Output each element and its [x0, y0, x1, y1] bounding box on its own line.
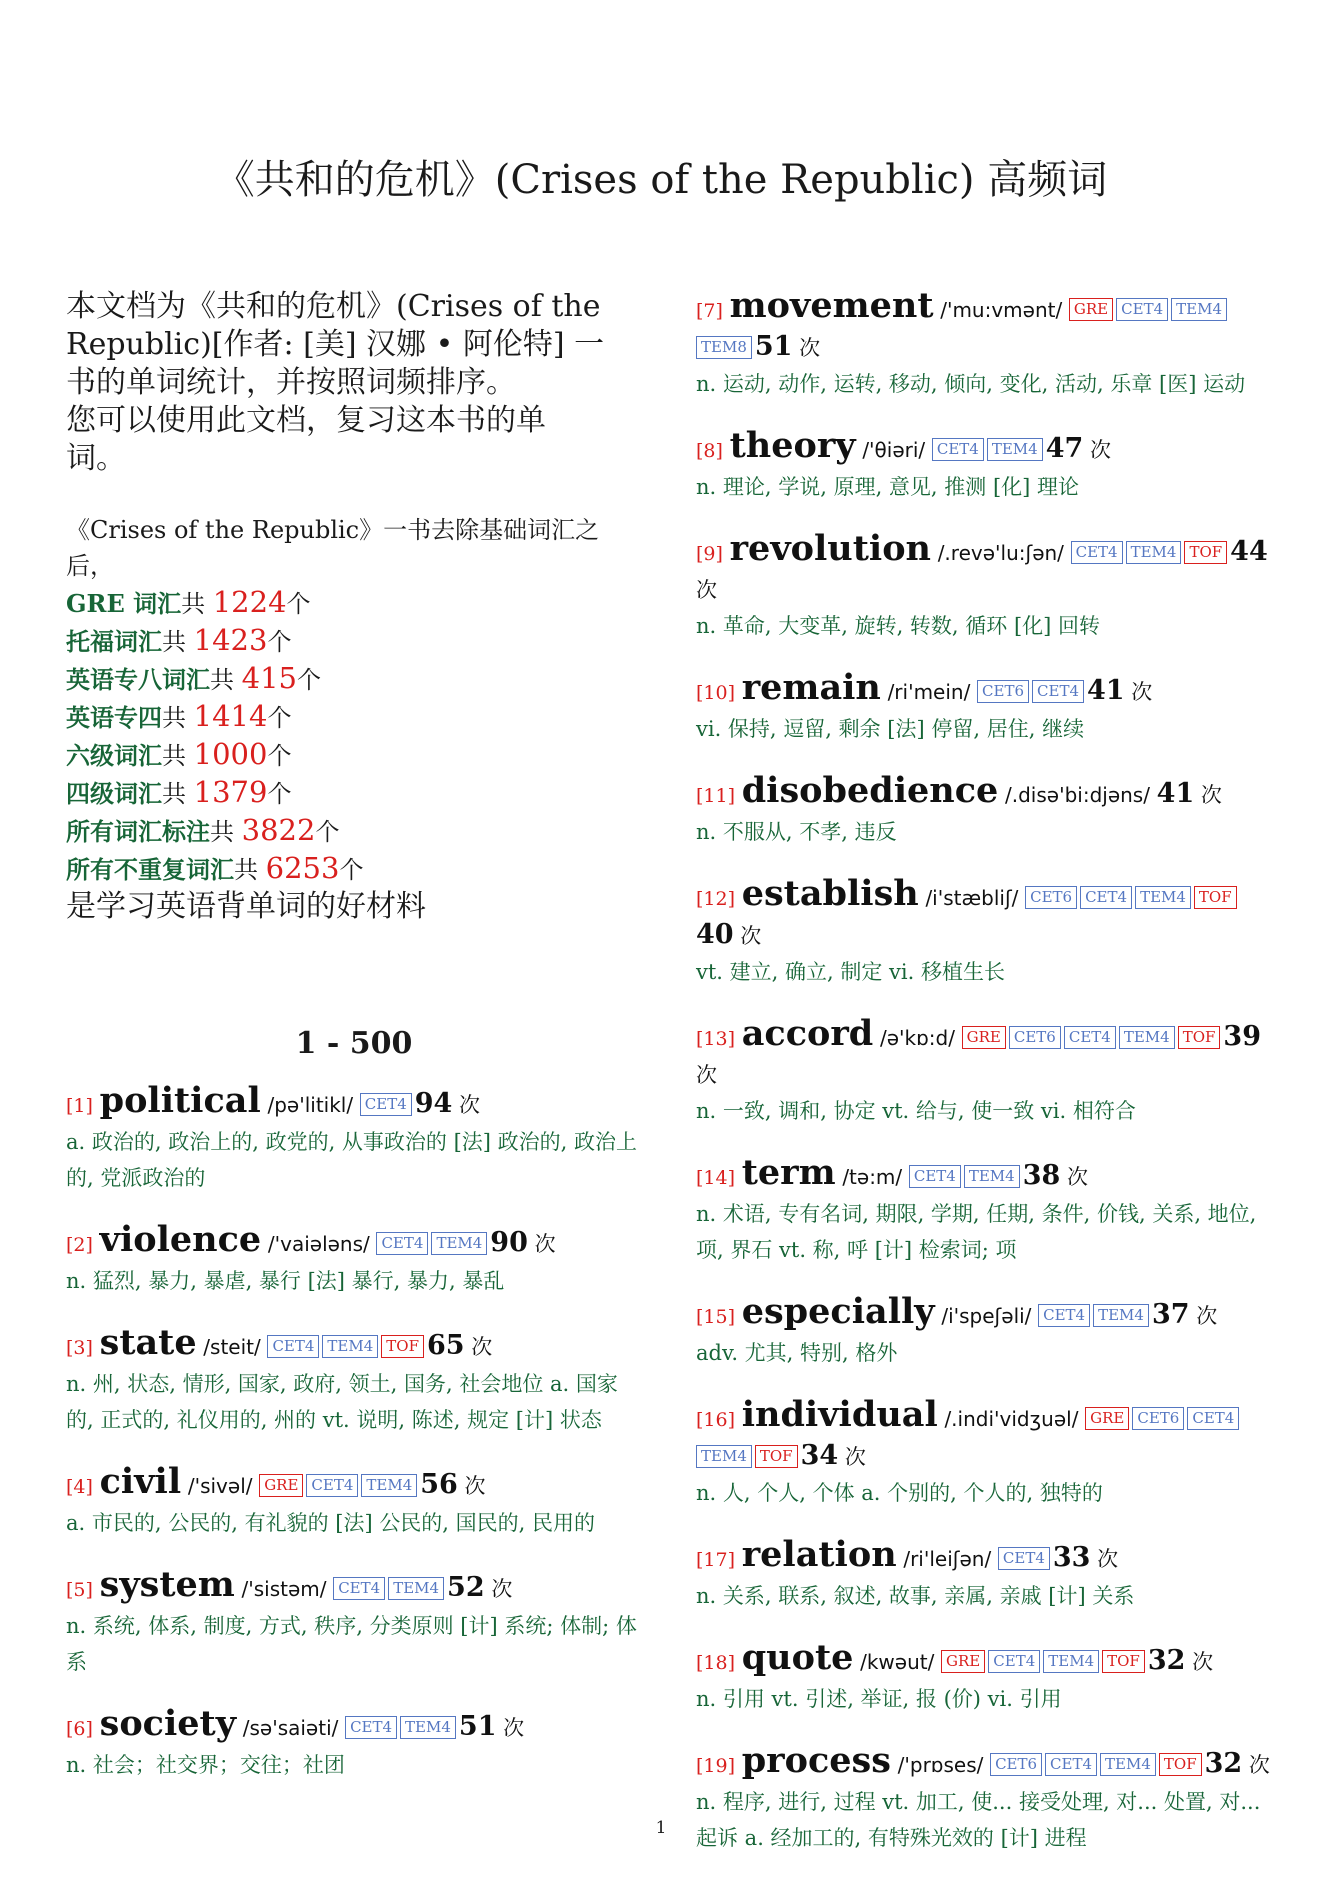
entry-word: society: [99, 1703, 237, 1744]
intro-line: 书的单词统计，并按照词频排序。: [66, 365, 516, 400]
exam-tag: GRE: [1069, 298, 1113, 321]
entry-index: [4]: [66, 1476, 93, 1498]
exam-tag: TEM4: [1043, 1650, 1099, 1673]
exam-tag: CET4: [988, 1650, 1040, 1673]
entry-phonetic: /ri'leiʃən/: [903, 1547, 992, 1571]
entry-phonetic: /i'speʃəli/: [941, 1304, 1032, 1328]
entry-headline: [696, 873, 1276, 954]
entry-headline: [696, 1637, 1276, 1681]
stat-tem8: [66, 660, 642, 698]
entry-index: [3]: [66, 1337, 93, 1359]
entry-times: 次: [844, 1445, 866, 1469]
exam-tag: TEM4: [388, 1577, 444, 1600]
exam-tag: CET6: [977, 680, 1029, 703]
exam-tag: CET4: [998, 1547, 1050, 1570]
entry-definition: vi. 保持, 逗留, 剩余 [法] 停留, 居住, 继续: [696, 717, 1085, 741]
exam-tag: CET4: [345, 1716, 397, 1739]
stat-label: 四级词汇: [66, 779, 162, 808]
intro-line: 词。: [66, 441, 126, 476]
stat-gre: [66, 584, 642, 622]
entry-count: 94: [414, 1088, 453, 1119]
entry-count: 51: [754, 331, 793, 362]
entry-headline: [66, 1461, 642, 1505]
exam-tag: GRE: [1085, 1407, 1129, 1430]
entry-headline: [696, 528, 1276, 608]
entry-index: [10]: [696, 682, 736, 704]
stat-count: 1224: [212, 585, 287, 619]
word-entry: [66, 1322, 642, 1438]
word-entry: [66, 1461, 642, 1541]
entry-times: 次: [740, 924, 762, 948]
entry-word: especially: [741, 1291, 935, 1332]
exam-tag: TOF: [755, 1445, 798, 1468]
entry-index: [1]: [66, 1095, 93, 1117]
entry-headline: [696, 1291, 1276, 1335]
exam-tag: TEM4: [400, 1716, 456, 1739]
entry-headline: [66, 1322, 642, 1366]
exam-tag: CET4: [909, 1165, 961, 1188]
entry-count: 56: [420, 1469, 458, 1500]
exam-tag: CET4: [333, 1577, 385, 1600]
entry-phonetic: /'θiəri/: [862, 438, 926, 462]
stat-count: 415: [241, 661, 297, 695]
entry-count: 51: [458, 1711, 497, 1742]
word-entry: [66, 1564, 642, 1680]
exam-tag: GRE: [941, 1650, 985, 1673]
word-entry: [696, 667, 1276, 747]
entry-word: remain: [741, 667, 881, 708]
entry-count: 41: [1087, 675, 1125, 706]
entry-index: [19]: [696, 1755, 736, 1777]
exam-tag: TEM4: [1100, 1753, 1156, 1776]
intro-paragraph: [66, 288, 642, 478]
entry-index: [9]: [696, 543, 723, 565]
entry-headline: [696, 1394, 1276, 1475]
entry-index: [18]: [696, 1652, 736, 1674]
stat-label: 英语专四: [66, 703, 162, 732]
stat-count: 1379: [193, 775, 268, 809]
entry-definition: n. 理论, 学说, 原理, 意见, 推测 [化] 理论: [696, 475, 1080, 499]
entry-word: process: [741, 1740, 891, 1781]
entry-headline: [66, 1219, 642, 1263]
exam-tag: CET6: [990, 1753, 1042, 1776]
exam-tag: TEM4: [431, 1232, 487, 1255]
entries-right: [696, 285, 1276, 1856]
entry-definition: n. 关系, 联系, 叙述, 故事, 亲属, 亲戚 [计] 关系: [696, 1584, 1135, 1608]
entry-index: [7]: [696, 300, 723, 322]
exam-tag: CET4: [267, 1335, 319, 1358]
entry-index: [16]: [696, 1409, 736, 1431]
entry-index: [6]: [66, 1718, 93, 1740]
exam-tag: TOF: [1184, 541, 1227, 564]
stat-unit: 个: [267, 628, 292, 656]
entry-index: [12]: [696, 888, 736, 910]
entry-count: 37: [1151, 1299, 1190, 1330]
entry-headline: [696, 1013, 1276, 1093]
entry-phonetic: /sə'saiəti/: [242, 1716, 339, 1740]
entry-times: 次: [1089, 438, 1111, 462]
exam-tag: CET4: [1080, 886, 1132, 909]
entry-headline: [696, 1740, 1276, 1784]
entry-count: 32: [1204, 1748, 1243, 1779]
stat-all-unique: [66, 850, 642, 888]
entry-headline: [66, 1080, 642, 1124]
exam-tag: GRE: [259, 1474, 303, 1497]
stat-mid: 共: [234, 856, 258, 884]
entry-headline: [696, 1534, 1276, 1578]
exam-tag: CET4: [360, 1093, 412, 1116]
exam-tag: TEM4: [1171, 298, 1227, 321]
entry-times: 次: [696, 1063, 717, 1087]
entry-definition: n. 猛烈, 暴力, 暴虐, 暴行 [法] 暴行, 暴力, 暴乱: [66, 1269, 505, 1293]
stat-unit: 个: [339, 856, 364, 884]
closing-text: 是学习英语背单词的好材料: [66, 889, 426, 924]
stat-label: 托福词汇: [66, 627, 162, 656]
exam-tag: TEM4: [361, 1474, 417, 1497]
entry-headline: [66, 1564, 642, 1608]
entry-word: theory: [729, 425, 856, 466]
entry-word: disobedience: [741, 770, 999, 811]
word-entry: [66, 1703, 642, 1783]
exam-tag: CET6: [1025, 886, 1077, 909]
entry-index: [15]: [696, 1306, 736, 1328]
entry-word: political: [99, 1080, 261, 1121]
entry-phonetic: /.revə'lu:ʃən/: [937, 541, 1064, 565]
entry-phonetic: /.disə'bi:djəns/: [1005, 783, 1150, 807]
entry-times: 次: [1196, 1304, 1218, 1328]
word-entry: [696, 1291, 1276, 1371]
entry-index: [13]: [696, 1028, 736, 1050]
entry-word: accord: [741, 1013, 874, 1054]
stat-label: 所有不重复词汇: [66, 855, 234, 884]
entry-times: 次: [1131, 680, 1153, 704]
entry-count: 33: [1052, 1542, 1091, 1573]
entry-times: 次: [534, 1232, 556, 1256]
entry-times: 次: [1192, 1650, 1214, 1674]
entry-word: system: [99, 1564, 235, 1605]
exam-tag: TEM4: [987, 438, 1043, 461]
word-entry: [696, 285, 1276, 402]
stat-count: 6253: [265, 851, 340, 885]
summary-line: 《Crises of the Republic》一书去除基础词汇之: [66, 516, 600, 544]
stat-count: 1423: [193, 623, 268, 657]
word-entry: [66, 1219, 642, 1299]
stat-toefl: [66, 622, 642, 660]
exam-tag: TEM4: [1093, 1304, 1149, 1327]
exam-tag: TOF: [1102, 1650, 1145, 1673]
entry-headline: [66, 1703, 642, 1747]
stat-mid: 共: [162, 704, 186, 732]
entry-times: 次: [503, 1716, 525, 1740]
stat-cet6: [66, 736, 642, 774]
stat-count: 1000: [193, 737, 268, 771]
word-entry: [66, 1080, 642, 1196]
word-entry: [696, 1534, 1276, 1614]
page-number: 1: [655, 1818, 667, 1838]
exam-tag: TEM4: [1126, 541, 1182, 564]
stat-tem4: [66, 698, 642, 736]
word-entry: [696, 528, 1276, 644]
entry-definition: vt. 建立, 确立, 制定 vi. 移植生长: [696, 960, 1005, 984]
intro-line: 您可以使用此文档，复习这本书的单: [66, 403, 546, 438]
stat-mid: 共: [210, 666, 234, 694]
exam-tag: TEM4: [964, 1165, 1020, 1188]
entry-times: 次: [1097, 1547, 1119, 1571]
entry-times: 次: [459, 1093, 481, 1117]
entry-phonetic: /'vaiələns/: [267, 1232, 370, 1256]
entry-headline: [696, 770, 1276, 814]
exam-tag: CET4: [932, 438, 984, 461]
entry-count: 41: [1156, 778, 1195, 809]
entry-word: establish: [741, 873, 919, 914]
exam-tag: CET4: [306, 1474, 358, 1497]
entry-definition: n. 程序, 进行, 过程 vt. 加工, 使... 接受处理, 对... 处置, 对... 起诉 a. 经加工的, 有特殊光效的 [计] 进程: [696, 1790, 1261, 1850]
exam-tag: CET6: [1009, 1026, 1061, 1049]
entry-phonetic: /'prɒses/: [897, 1753, 984, 1777]
exam-tag: CET4: [376, 1232, 428, 1255]
stat-label: 所有词汇标注: [66, 817, 210, 846]
exam-tag: CET4: [1116, 298, 1168, 321]
entry-index: [5]: [66, 1579, 93, 1601]
entry-word: violence: [99, 1219, 262, 1260]
exam-tag: TEM4: [1119, 1026, 1175, 1049]
entry-word: state: [99, 1322, 197, 1363]
entry-phonetic: /'sistəm/: [241, 1577, 327, 1601]
stat-unit: 个: [267, 704, 292, 732]
entry-word: movement: [729, 285, 934, 326]
page-title: 《共和的危机》(Crises of the Republic) 高频词: [214, 157, 1108, 203]
stat-cet4: [66, 774, 642, 812]
exam-tag: CET4: [1038, 1304, 1090, 1327]
exam-tag: TEM4: [322, 1335, 378, 1358]
exam-tag: TOF: [1178, 1026, 1221, 1049]
entry-phonetic: /i'stæbliʃ/: [925, 886, 1019, 910]
entry-headline: [696, 667, 1276, 711]
entry-headline: [696, 425, 1276, 469]
entry-phonetic: /tə:m/: [842, 1165, 903, 1189]
entry-phonetic: /.indi'vidʒuəl/: [944, 1407, 1079, 1431]
entry-times: 次: [471, 1335, 493, 1359]
word-entry: [696, 1740, 1276, 1856]
stat-count: 1414: [193, 699, 268, 733]
right-column: [696, 285, 1276, 1882]
entry-definition: n. 运动, 动作, 运转, 移动, 倾向, 变化, 活动, 乐章 [医] 运动: [696, 372, 1246, 396]
exam-tag: CET6: [1132, 1407, 1184, 1430]
entry-definition: adv. 尤其, 特别, 格外: [696, 1341, 898, 1365]
stat-all-tagged: [66, 812, 642, 850]
entry-times: 次: [696, 578, 717, 602]
entry-count: 52: [447, 1572, 485, 1603]
word-entry: [696, 1013, 1276, 1129]
entry-index: [14]: [696, 1167, 736, 1189]
exam-tag: TEM8: [696, 336, 752, 359]
exam-tag: CET4: [1032, 680, 1084, 703]
entry-phonetic: /pə'litikl/: [267, 1093, 354, 1117]
entry-word: revolution: [729, 528, 931, 569]
entry-phonetic: /ə'kɒ:d/: [879, 1026, 955, 1050]
stat-unit: 个: [315, 818, 340, 846]
entry-count: 47: [1045, 433, 1084, 464]
entry-word: quote: [741, 1637, 854, 1678]
entry-phonetic: /ri'mein/: [887, 680, 971, 704]
range-heading: 1 - 500: [295, 1026, 413, 1061]
entry-times: 次: [799, 336, 821, 360]
exam-tag: TOF: [1159, 1753, 1202, 1776]
entry-count: 65: [427, 1330, 465, 1361]
summary-line: 后，: [66, 552, 114, 580]
stats-list: [66, 584, 642, 888]
exam-tag: TOF: [381, 1335, 424, 1358]
exam-tag: TEM4: [1135, 886, 1191, 909]
stat-mid: 共: [162, 742, 186, 770]
entry-definition: n. 不服从, 不孝, 违反: [696, 820, 897, 844]
entry-count: 40: [696, 919, 734, 950]
entry-headline: [696, 285, 1276, 366]
entry-phonetic: /'sivəl/: [187, 1474, 253, 1498]
entry-headline: [696, 1152, 1276, 1196]
entry-count: 34: [800, 1440, 839, 1471]
stat-unit: 个: [297, 666, 321, 694]
entry-definition: n. 术语, 专有名词, 期限, 学期, 任期, 条件, 价钱, 关系, 地位, 项, 界石 vt. 称, 呼 [计] 检索词; 项: [696, 1202, 1257, 1262]
word-entry: [696, 770, 1276, 850]
entry-index: [17]: [696, 1549, 736, 1571]
word-entry: [696, 425, 1276, 505]
entry-times: 次: [1066, 1165, 1088, 1189]
entry-phonetic: /steit/: [203, 1335, 261, 1359]
entry-definition: n. 一致, 调和, 协定 vt. 给与, 使一致 vi. 相符合: [696, 1099, 1136, 1123]
entry-times: 次: [464, 1474, 486, 1498]
entry-times: 次: [1200, 783, 1222, 807]
exam-tag: CET4: [1071, 541, 1123, 564]
entry-definition: a. 市民的, 公民的, 有礼貌的 [法] 公民的, 国民的, 民用的: [66, 1511, 596, 1535]
entry-definition: a. 政治的, 政治上的, 政党的, 从事政治的 [法] 政治的, 政治上的, 党派政治的: [66, 1130, 638, 1190]
exam-tag: GRE: [962, 1026, 1006, 1049]
word-entry: [696, 873, 1276, 990]
entry-word: relation: [741, 1534, 897, 1575]
entry-count: 44: [1230, 536, 1268, 567]
stat-unit: 个: [286, 590, 311, 618]
entry-count: 90: [490, 1227, 528, 1258]
stat-label: 英语专八词汇: [66, 665, 210, 694]
entry-count: 39: [1223, 1021, 1261, 1052]
entry-definition: n. 人, 个人, 个体 a. 个别的, 个人的, 独特的: [696, 1481, 1103, 1505]
entries-left: [66, 1080, 642, 1783]
entry-definition: n. 社会；社交界；交往；社团: [66, 1753, 345, 1777]
entry-count: 32: [1147, 1645, 1186, 1676]
entry-times: 次: [1248, 1753, 1270, 1777]
stat-label: 六级词汇: [66, 741, 162, 770]
stat-unit: 个: [267, 742, 292, 770]
entry-definition: n. 州, 状态, 情形, 国家, 政府, 领土, 国务, 社会地位 a. 国家的, 正式的, 礼仪用的, 州的 vt. 说明, 陈述, 规定 [计] 状态: [66, 1372, 618, 1432]
entry-count: 38: [1022, 1160, 1061, 1191]
exam-tag: TOF: [1194, 886, 1237, 909]
entry-times: 次: [491, 1577, 513, 1601]
entry-index: [11]: [696, 785, 736, 807]
stat-mid: 共: [162, 628, 186, 656]
word-entry: [696, 1637, 1276, 1717]
exam-tag: CET4: [1045, 1753, 1097, 1776]
intro-line: Republic)[作者: [美] 汉娜 • 阿伦特] 一: [66, 327, 605, 362]
intro-line: 本文档为《共和的危机》(Crises of the: [66, 289, 601, 324]
entry-word: term: [741, 1152, 836, 1193]
entry-definition: n. 系统, 体系, 制度, 方式, 秩序, 分类原则 [计] 系统; 体制; 体系: [66, 1614, 637, 1674]
stat-mid: 共: [210, 818, 234, 846]
entry-index: [8]: [696, 440, 723, 462]
stat-label: GRE 词汇: [66, 589, 182, 618]
exam-tag: TEM4: [696, 1445, 752, 1468]
left-column: [66, 288, 642, 1809]
entry-index: [2]: [66, 1234, 93, 1256]
exam-tag: CET4: [1187, 1407, 1239, 1430]
word-entry: [696, 1152, 1276, 1268]
stat-mid: 共: [162, 780, 186, 808]
summary-lead: [66, 512, 642, 584]
entry-definition: n. 引用 vt. 引述, 举证, 报 (价) vi. 引用: [696, 1687, 1062, 1711]
entry-phonetic: /'mu:vmənt/: [940, 298, 1063, 322]
entry-definition: n. 革命, 大变革, 旋转, 转数, 循环 [化] 回转: [696, 614, 1101, 638]
word-entry: [696, 1394, 1276, 1511]
entry-word: individual: [741, 1394, 938, 1435]
stat-unit: 个: [267, 780, 292, 808]
stat-mid: 共: [181, 590, 206, 618]
entry-word: civil: [99, 1461, 182, 1502]
entry-phonetic: /kwəut/: [860, 1650, 935, 1674]
stat-count: 3822: [241, 813, 316, 847]
exam-tag: CET4: [1064, 1026, 1116, 1049]
